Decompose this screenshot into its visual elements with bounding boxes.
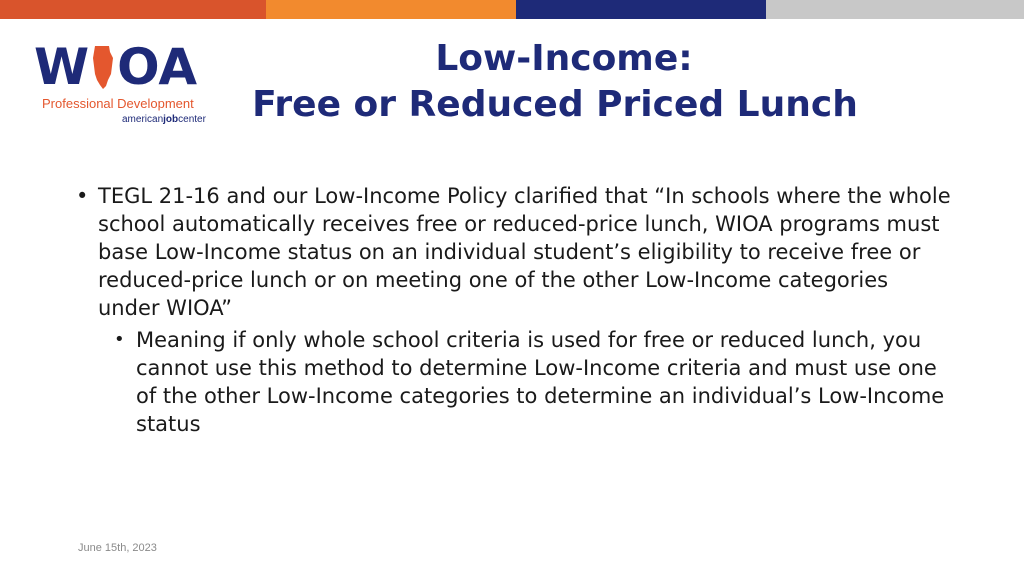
slide-title-line1: Low-Income: xyxy=(435,38,693,79)
logo-subtitle: Professional Development xyxy=(42,96,194,111)
bullet-item xyxy=(76,182,956,322)
slide-title-line2: Free or Reduced Priced Lunch xyxy=(252,84,858,125)
footer-date: June 15th, 2023 xyxy=(78,542,157,554)
sub-bullet-text: Meaning if only whole school criteria is used for free or reduced lunch, you cannot use this method to determine Low-Income criteria and must use one of the other Low-Income categories to determine an individual’s Low-Income status xyxy=(136,328,945,436)
american-job-center-mark: americanjobcenter xyxy=(122,114,206,125)
header-stripe-orange xyxy=(266,0,516,19)
slide-title xyxy=(240,36,870,128)
header-stripe-gray xyxy=(766,0,1024,19)
header-stripe-red xyxy=(0,0,266,19)
bullet-text: TEGL 21-16 and our Low-Income Policy clarified that “In schools where the whole school automatically receives free or reduced-price lunch, WIOA programs must base Low-Income status on an individual student’s eligibility to receive free or reduced-price lunch or on meeting one of the other Low-Income categories under WIOA” xyxy=(98,184,951,320)
wioa-logo xyxy=(34,40,234,130)
logo-wordmark: W OA xyxy=(34,38,198,96)
sub-bullet-item xyxy=(114,326,956,438)
bullet-dot-icon: • xyxy=(114,329,125,350)
header-stripe-navy xyxy=(516,0,766,19)
slide-body xyxy=(76,182,956,438)
illinois-state-icon xyxy=(91,44,115,90)
bullet-dot-icon: • xyxy=(76,184,89,208)
